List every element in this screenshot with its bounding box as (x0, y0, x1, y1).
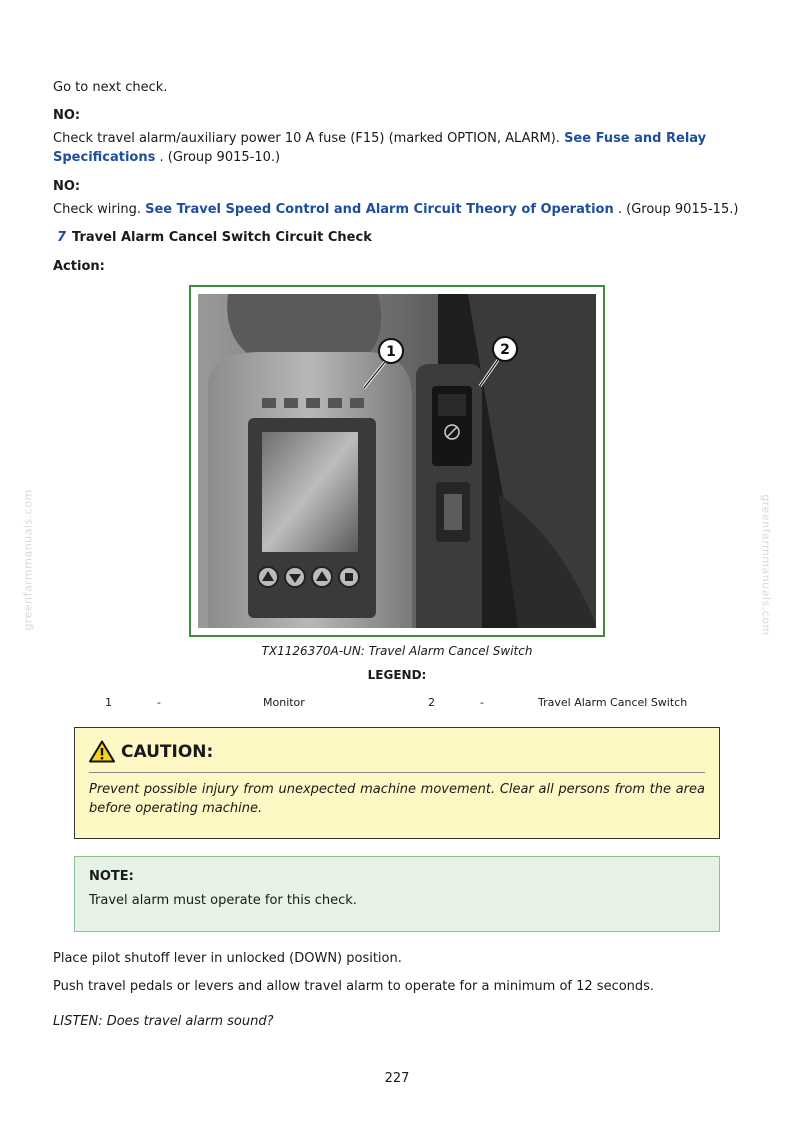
legend-label-1: Monitor (263, 696, 305, 709)
fuse-relay-spec-link[interactable]: See Fuse and Relay (564, 131, 707, 146)
wiring-check-text: Check wiring. (53, 202, 141, 217)
fuse-check-text: Check travel alarm/auxiliary power 10 A fuse (F15) (marked OPTION, ALARM). (53, 131, 560, 146)
figure-photo (198, 294, 596, 628)
step-title: Travel Alarm Cancel Switch Circuit Check (72, 230, 372, 245)
fuse-group-ref: . (Group 9015-10.) (159, 150, 281, 165)
caution-divider (89, 772, 705, 773)
watermark-right: greenfarmmanuals.com (759, 494, 773, 636)
travel-speed-theory-link[interactable]: See Travel Speed Control and Alarm Circuit Theory of Operation (145, 202, 614, 217)
callout-1: 1 (386, 344, 396, 360)
caution-box (74, 727, 720, 839)
legend-dash-1: - (157, 696, 161, 709)
page-number: 227 (384, 1071, 410, 1086)
no-label-1: NO: (53, 108, 81, 123)
fuse-relay-spec-link-cont[interactable]: Specifications (53, 150, 156, 165)
legend-dash-2: - (480, 696, 484, 709)
legend-num-2: 2 (428, 696, 435, 709)
legend-title: LEGEND: (367, 668, 427, 682)
step-number: 7 (57, 230, 67, 245)
fuse-check-line-2 (53, 148, 280, 167)
caution-title: CAUTION: (121, 741, 214, 762)
callout-2: 2 (500, 342, 510, 358)
wiring-group-ref: . (Group 9015-15.) (617, 202, 739, 217)
fuse-check-line (53, 129, 706, 148)
legend-label-2: Travel Alarm Cancel Switch (538, 696, 688, 709)
listen-question: LISTEN: Does travel alarm sound? (53, 1014, 274, 1029)
legend-num-1: 1 (105, 696, 112, 709)
no-label-2: NO: (53, 179, 81, 194)
warning-triangle-icon (89, 740, 115, 763)
pilot-shutoff-instruction: Place pilot shutoff lever in unlocked (DOWN) position. (53, 951, 402, 966)
action-label: Action: (53, 259, 105, 274)
figure-caption: TX1126370A-UN: Travel Alarm Cancel Switch (261, 644, 533, 658)
step-heading (57, 228, 372, 247)
go-next-text: Go to next check. (53, 80, 168, 95)
travel-pedal-instruction: Push travel pedals or levers and allow travel alarm to operate for a minimum of 12 seconds. (53, 979, 655, 994)
caution-text: Prevent possible injury from unexpected machine movement. Clear all persons from the area before operating machine. (89, 782, 705, 816)
wiring-check-line (53, 200, 738, 219)
note-box (74, 856, 720, 932)
travel-alarm-cancel-switch-figure (189, 285, 605, 637)
caution-header (89, 740, 213, 763)
note-title: NOTE: (89, 869, 134, 884)
watermark-left: greenfarmmanuals.com (21, 489, 35, 631)
note-text: Travel alarm must operate for this check. (89, 893, 357, 908)
